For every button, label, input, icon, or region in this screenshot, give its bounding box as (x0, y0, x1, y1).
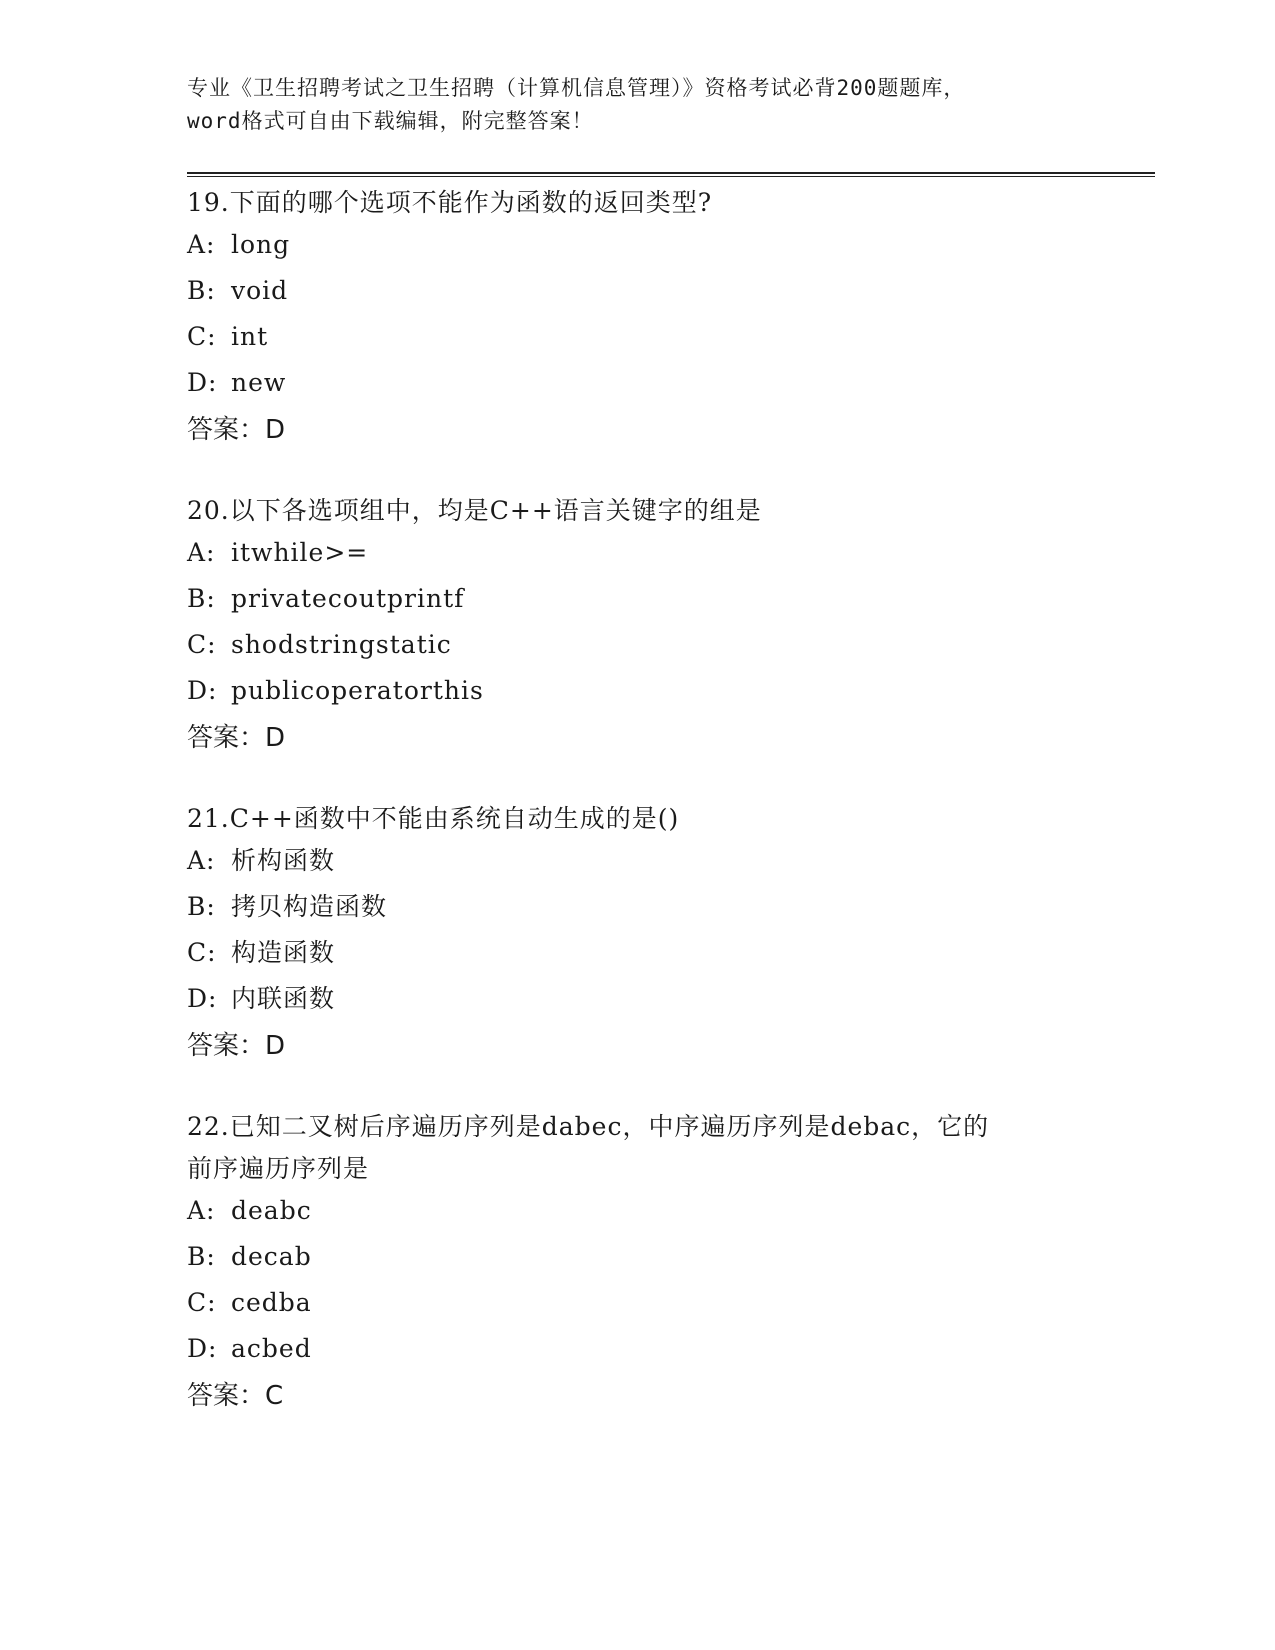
header-divider (187, 172, 1155, 177)
header-line-1: 专业《卫生招聘考试之卫生招聘（计算机信息管理）》资格考试必背200题题库， (187, 76, 966, 100)
option-text: 拷贝构造函数 (231, 892, 388, 921)
option-text: publicoperatorthis (231, 676, 484, 705)
option-b (187, 275, 1147, 321)
option-d (187, 1333, 1147, 1379)
question-title (187, 187, 1147, 229)
document-page (187, 72, 1147, 1425)
question-title-line: 19.下面的哪个选项不能作为函数的返回类型? (187, 188, 713, 217)
option-a (187, 537, 1147, 583)
option-c (187, 321, 1147, 367)
option-letter: C: (187, 630, 217, 659)
option-a (187, 1195, 1147, 1241)
option-text: new (231, 368, 287, 397)
question-22 (187, 1111, 1147, 1425)
option-letter: D: (187, 984, 218, 1013)
option-c (187, 1287, 1147, 1333)
option-text: void (231, 276, 289, 305)
option-text: cedba (231, 1288, 312, 1317)
option-text: long (231, 230, 291, 259)
option-text: decab (231, 1242, 312, 1271)
answer-line: 答案：C (187, 1381, 284, 1411)
document-header (187, 72, 1147, 138)
option-d (187, 367, 1147, 413)
question-title (187, 495, 1147, 537)
question-title-line: 21.C++函数中不能由系统自动生成的是() (187, 804, 680, 833)
question-title-line: 22.已知二叉树后序遍历序列是dabec，中序遍历序列是debac，它的 (187, 1112, 990, 1141)
option-letter: D: (187, 368, 218, 397)
option-text: acbed (231, 1334, 312, 1363)
option-a (187, 845, 1147, 891)
question-title-line: 20.以下各选项组中，均是C++语言关键字的组是 (187, 496, 762, 525)
option-b (187, 1241, 1147, 1287)
option-letter: A: (187, 538, 216, 567)
option-letter: B: (187, 892, 216, 921)
option-letter: B: (187, 584, 216, 613)
answer-line: 答案：D (187, 1031, 286, 1061)
option-text: privatecoutprintf (231, 584, 465, 613)
question-21 (187, 803, 1147, 1075)
option-letter: D: (187, 676, 218, 705)
option-b (187, 891, 1147, 937)
answer-line: 答案：D (187, 723, 286, 753)
option-letter: C: (187, 938, 217, 967)
question-title (187, 803, 1147, 845)
option-letter: A: (187, 846, 216, 875)
option-c (187, 937, 1147, 983)
option-letter: C: (187, 1288, 217, 1317)
option-b (187, 583, 1147, 629)
answer-line: 答案：D (187, 415, 286, 445)
option-text: 析构函数 (231, 846, 336, 875)
option-c (187, 629, 1147, 675)
option-letter: C: (187, 322, 217, 351)
question-19 (187, 187, 1147, 459)
option-text: int (231, 322, 269, 351)
option-letter: B: (187, 1242, 216, 1271)
option-text: 内联函数 (231, 984, 336, 1013)
option-text: itwhile>= (231, 538, 369, 567)
question-title (187, 1111, 1147, 1195)
option-letter: A: (187, 1196, 216, 1225)
header-line-2: word格式可自由下载编辑，附完整答案！ (187, 109, 594, 133)
option-letter: D: (187, 1334, 218, 1363)
option-a (187, 229, 1147, 275)
option-letter: B: (187, 276, 216, 305)
question-20 (187, 495, 1147, 767)
option-d (187, 983, 1147, 1029)
option-text: deabc (231, 1196, 312, 1225)
option-text: shodstringstatic (231, 630, 452, 659)
option-text: 构造函数 (231, 938, 336, 967)
question-title-line: 前序遍历序列是 (187, 1154, 370, 1183)
option-letter: A: (187, 230, 216, 259)
option-d (187, 675, 1147, 721)
